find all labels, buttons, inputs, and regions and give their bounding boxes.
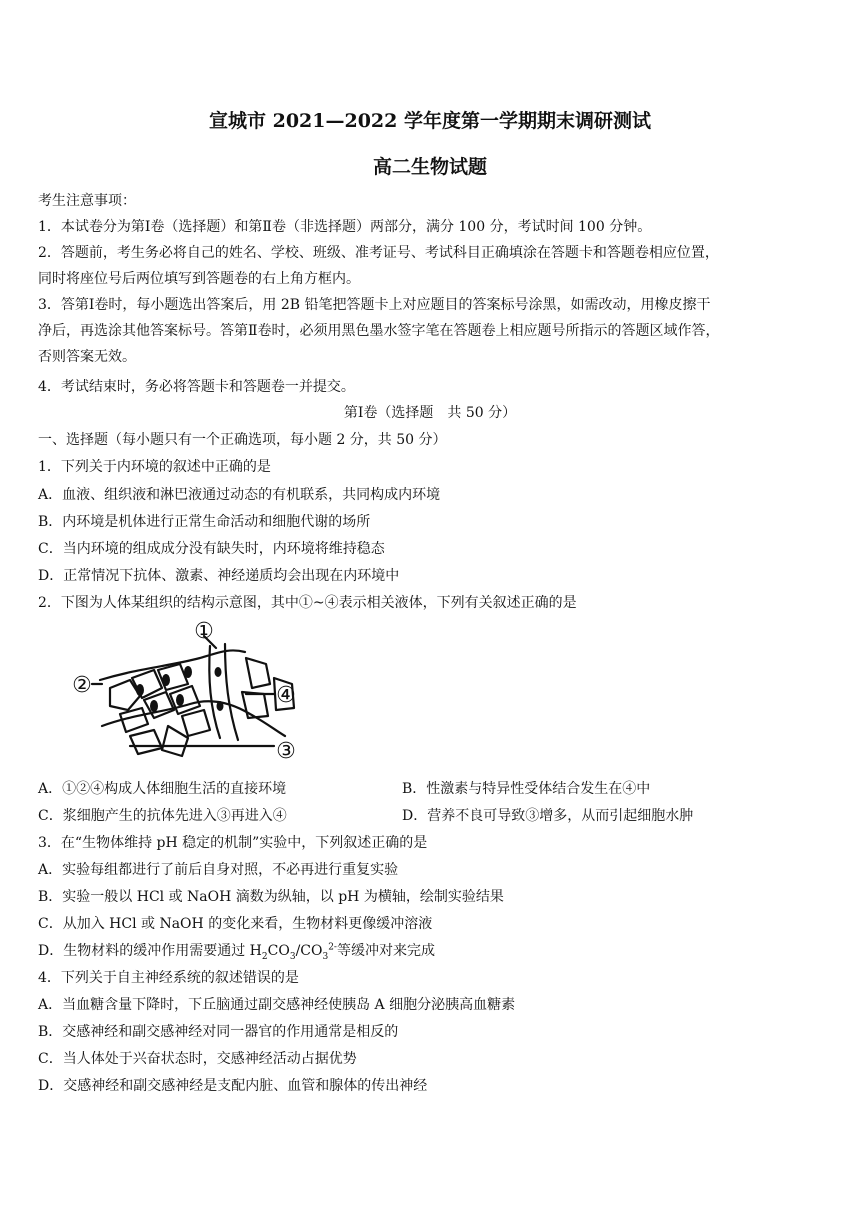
q1-option-d: D．正常情况下抗体、激素、神经递质均会出现在内环境中: [38, 568, 400, 584]
blood-cell: [162, 674, 170, 686]
blood-cell: [150, 700, 158, 712]
label-4: ④: [276, 683, 296, 708]
q1-option-c: C．当内环境的组成成分没有缺失时，内环境将维持稳态: [38, 541, 385, 557]
blood-cell: [136, 684, 144, 696]
blood-cell: [215, 667, 222, 677]
exam-title: 宣城市 2021—2022 学年度第一学期期末调研测试: [209, 110, 651, 132]
q1-option-b: B．内环境是机体进行正常生命活动和细胞代谢的场所: [38, 514, 371, 530]
cell: [182, 710, 210, 736]
q3-option-a: A．实验每组都进行了前后自身对照，不必再进行重复实验: [38, 862, 399, 878]
cell: [132, 670, 162, 698]
q4-stem: 4．下列关于自主神经系统的叙述错误的是: [38, 970, 299, 986]
tissue-diagram: [70, 618, 310, 768]
cell: [158, 664, 188, 690]
cell: [246, 658, 270, 688]
blood-cell: [176, 694, 184, 706]
q3-option-d: D．生物材料的缓冲作用需要通过 $H_2CO_3/CO_3^{2-}$等缓冲对来完成: [38, 942, 435, 962]
cell: [242, 692, 268, 718]
notice-line-4: 4．考试结束时，务必将答题卡和答题卷一并提交。: [38, 379, 355, 395]
notice-line-3b: 净后，再选涂其他答案标号。答第Ⅱ卷时，必须用黑色墨水签字笔在答题卷上相应题号所指示的答题区域作答，: [38, 323, 720, 339]
q4-option-a: A．当血糖含量下降时，下丘脑通过副交感神经使胰岛 A 细胞分泌胰高血糖素: [38, 997, 516, 1013]
notice-heading: 考生注意事项：: [38, 193, 136, 209]
label-3: ③: [276, 739, 296, 764]
q2-option-d: D．营养不良可导致③增多，从而引起细胞水肿: [402, 808, 694, 824]
blood-cell: [184, 666, 192, 678]
q3-option-c: C．从加入 HCl 或 NaOH 的变化来看，生物材料更像缓冲溶液: [38, 916, 433, 932]
notice-line-3a: 3．答第Ⅰ卷时，每小题选出答案后，用 2B 铅笔把答题卡上对应题目的答案标号涂黑，如需改动，用橡皮擦干: [38, 297, 711, 313]
q3-option-b: B．实验一般以 HCl 或 NaOH 滴数为纵轴，以 pH 为横轴，绘制实验结果: [38, 889, 504, 905]
notice-line-3c: 否则答案无效。: [38, 349, 136, 365]
q2-stem: 2．下图为人体某组织的结构示意图，其中①~④表示相关液体，下列有关叙述正确的是: [38, 595, 577, 611]
q2-option-c: C．浆细胞产生的抗体先进入③再进入④: [38, 808, 287, 824]
q1-option-a: A．血液、组织液和淋巴液通过动态的有机联系，共同构成内环境: [38, 487, 441, 503]
exam-subtitle: 高二生物试题: [372, 156, 487, 178]
blood-cell: [217, 701, 224, 711]
notice-line-2a: 2．答题前，考生务必将自己的姓名、学校、班级、准考证号、考试科目正确填涂在答题卡和答题卷相应位置，: [38, 245, 719, 261]
cell: [162, 726, 188, 756]
q1-stem: 1．下列关于内环境的叙述中正确的是: [38, 459, 271, 475]
label-2: ②: [72, 673, 92, 698]
q3-stem: 3．在“生物体维持 pH 稳定的机制”实验中，下列叙述正确的是: [38, 835, 428, 851]
notice-line-2b: 同时将座位号后两位填写到答题卷的右上角方框内。: [38, 271, 360, 287]
section-title: 第Ⅰ卷（选择题 共 50 分）: [343, 405, 517, 421]
notice-line-1: 1．本试卷分为第Ⅰ卷（选择题）和第Ⅱ卷（非选择题）两部分，满分 100 分，考试时间 100 分钟。: [38, 219, 652, 235]
lymph-vessel: [209, 646, 220, 738]
q4-option-c: C．当人体处于兴奋状态时，交感神经活动占据优势: [38, 1051, 357, 1067]
q4-option-b: B．交感神经和副交感神经对同一器官的作用通常是相反的: [38, 1024, 399, 1040]
section-instruction: 一、选择题（每小题只有一个正确选项，每小题 2 分，共 50 分）: [38, 432, 447, 448]
q4-option-d: D．交感神经和副交感神经是支配内脏、血管和腺体的传出神经: [38, 1078, 428, 1094]
q2-option-a: A．①②④构成人体细胞生活的直接环境: [38, 781, 287, 797]
lymph-vessel: [225, 644, 238, 740]
label-1: ①: [194, 619, 214, 644]
q2-option-b: B．性激素与特异性受体结合发生在④中: [402, 781, 651, 797]
cell: [130, 730, 162, 754]
